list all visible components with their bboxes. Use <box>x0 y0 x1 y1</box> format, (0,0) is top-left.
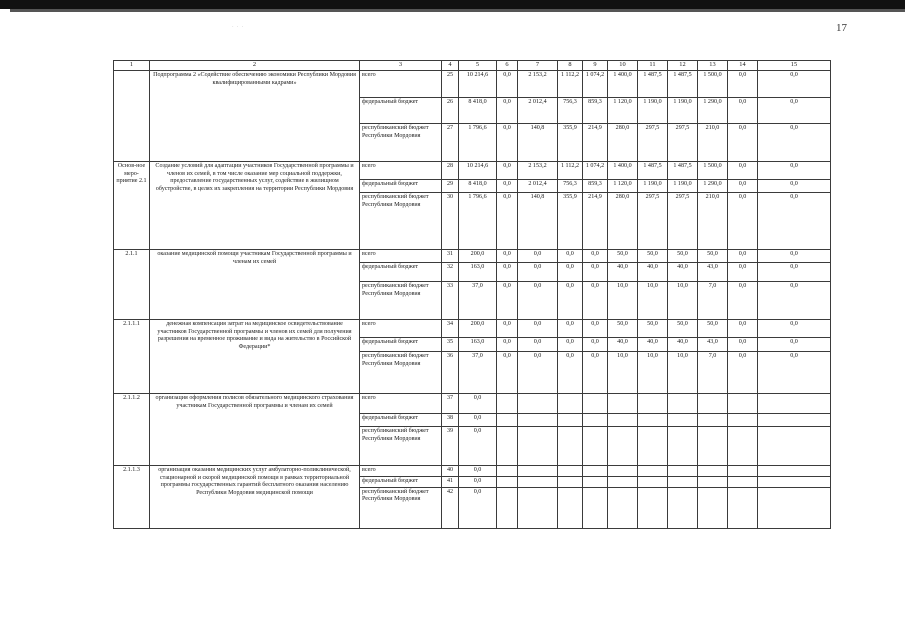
table-row <box>114 320 831 338</box>
value-cell: 859,3 <box>583 98 608 124</box>
value-cell: 0,0 <box>497 124 518 162</box>
funding-source: всего <box>360 71 442 98</box>
value-cell <box>518 487 558 528</box>
header-cell: 15 <box>758 61 831 71</box>
value-cell <box>558 394 583 414</box>
row-number: 35 <box>442 338 459 352</box>
header-cell: 7 <box>518 61 558 71</box>
value-cell: 0,0 <box>583 282 608 320</box>
funding-source: республиканский бюджет Республики Мордовия <box>360 427 442 466</box>
value-cell: 0,0 <box>583 263 608 282</box>
value-cell: 50,0 <box>638 250 668 263</box>
value-cell: 200,0 <box>459 320 497 338</box>
value-cell: 37,0 <box>459 352 497 394</box>
value-cell <box>728 477 758 488</box>
funding-source: всего <box>360 320 442 338</box>
value-cell <box>638 477 668 488</box>
value-cell <box>668 487 698 528</box>
funding-source: всего <box>360 250 442 263</box>
value-cell: 0,0 <box>728 71 758 98</box>
value-cell: 0,0 <box>758 180 831 193</box>
value-cell: 0,0 <box>497 71 518 98</box>
value-cell <box>758 477 831 488</box>
value-cell: 7,0 <box>698 352 728 394</box>
funding-source: республиканский бюджет Республики Мордовия <box>360 282 442 320</box>
table-row <box>114 394 831 414</box>
row-name: Подпрограмма 2 «Содействие обеспечению экономики Республики Мордовия квалифицированными кадрами» <box>150 71 360 162</box>
value-cell: 50,0 <box>608 250 638 263</box>
row-number: 41 <box>442 477 459 488</box>
value-cell: 0,0 <box>497 180 518 193</box>
value-cell <box>728 466 758 477</box>
header-cell: 2 <box>150 61 360 71</box>
value-cell: 10,0 <box>668 352 698 394</box>
value-cell: 0,0 <box>459 414 497 427</box>
value-cell <box>698 394 728 414</box>
value-cell: 355,9 <box>558 193 583 250</box>
value-cell: 0,0 <box>583 352 608 394</box>
value-cell: 0,0 <box>758 71 831 98</box>
value-cell: 1 120,0 <box>608 180 638 193</box>
row-name: оказание медицинской помощи участникам Государственной программы и членам их семей <box>150 250 360 320</box>
value-cell: 0,0 <box>518 250 558 263</box>
header-cell: 13 <box>698 61 728 71</box>
funding-source: федеральный бюджет <box>360 477 442 488</box>
value-cell: 1 120,0 <box>608 98 638 124</box>
header-cell: 10 <box>608 61 638 71</box>
value-cell: 0,0 <box>758 98 831 124</box>
value-cell: 10,0 <box>638 282 668 320</box>
value-cell: 297,5 <box>668 124 698 162</box>
value-cell <box>698 477 728 488</box>
value-cell: 0,0 <box>583 338 608 352</box>
value-cell: 2 012,4 <box>518 98 558 124</box>
value-cell <box>728 394 758 414</box>
value-cell: 0,0 <box>518 338 558 352</box>
value-cell: 0,0 <box>758 282 831 320</box>
value-cell: 1 074,2 <box>583 162 608 180</box>
value-cell: 163,0 <box>459 263 497 282</box>
value-cell: 1 487,5 <box>638 71 668 98</box>
value-cell: 43,0 <box>698 338 728 352</box>
value-cell: 214,9 <box>583 124 608 162</box>
value-cell <box>583 477 608 488</box>
funding-source: республиканский бюджет Республики Мордовия <box>360 124 442 162</box>
value-cell <box>558 427 583 466</box>
value-cell: 40,0 <box>608 263 638 282</box>
value-cell: 40,0 <box>668 338 698 352</box>
funding-source: всего <box>360 162 442 180</box>
value-cell <box>668 466 698 477</box>
value-cell: 859,3 <box>583 180 608 193</box>
value-cell <box>698 427 728 466</box>
value-cell <box>558 414 583 427</box>
value-cell: 280,0 <box>608 193 638 250</box>
budget-table <box>113 60 831 529</box>
value-cell <box>518 414 558 427</box>
value-cell <box>497 477 518 488</box>
table-row <box>114 71 831 98</box>
value-cell: 0,0 <box>518 282 558 320</box>
header-cell: 8 <box>558 61 583 71</box>
value-cell: 0,0 <box>459 466 497 477</box>
header-cell: 5 <box>459 61 497 71</box>
value-cell: 0,0 <box>728 98 758 124</box>
value-cell: 50,0 <box>698 250 728 263</box>
value-cell <box>668 394 698 414</box>
value-cell: 0,0 <box>728 180 758 193</box>
value-cell: 0,0 <box>459 487 497 528</box>
value-cell: 1 290,0 <box>698 180 728 193</box>
page-number: 17 <box>836 22 847 34</box>
row-number: 36 <box>442 352 459 394</box>
value-cell <box>583 414 608 427</box>
value-cell: 0,0 <box>558 250 583 263</box>
value-cell: 1 112,2 <box>558 71 583 98</box>
row-number: 38 <box>442 414 459 427</box>
value-cell: 0,0 <box>558 282 583 320</box>
value-cell: 0,0 <box>497 193 518 250</box>
value-cell: 756,3 <box>558 180 583 193</box>
scan-top-shadow <box>10 9 905 12</box>
value-cell: 0,0 <box>728 250 758 263</box>
row-number: 42 <box>442 487 459 528</box>
value-cell: 200,0 <box>459 250 497 263</box>
value-cell: 0,0 <box>558 263 583 282</box>
value-cell <box>497 466 518 477</box>
value-cell: 1 290,0 <box>698 98 728 124</box>
value-cell: 1 796,6 <box>459 124 497 162</box>
value-cell: 355,9 <box>558 124 583 162</box>
value-cell: 0,0 <box>558 352 583 394</box>
row-number: 27 <box>442 124 459 162</box>
value-cell: 0,0 <box>728 124 758 162</box>
header-cell: 1 <box>114 61 150 71</box>
row-code: 2.1.1.2 <box>114 394 150 466</box>
value-cell: 280,0 <box>608 124 638 162</box>
value-cell: 297,5 <box>638 193 668 250</box>
value-cell <box>758 487 831 528</box>
value-cell: 0,0 <box>728 282 758 320</box>
row-number: 29 <box>442 180 459 193</box>
value-cell: 0,0 <box>758 320 831 338</box>
value-cell <box>698 487 728 528</box>
value-cell <box>638 414 668 427</box>
value-cell: 0,0 <box>558 320 583 338</box>
value-cell <box>608 466 638 477</box>
value-cell: 10,0 <box>638 352 668 394</box>
value-cell <box>583 487 608 528</box>
value-cell: 50,0 <box>608 320 638 338</box>
row-number: 37 <box>442 394 459 414</box>
value-cell: 1 400,0 <box>608 71 638 98</box>
row-code <box>114 71 150 162</box>
value-cell: 0,0 <box>728 263 758 282</box>
value-cell: 1 500,0 <box>698 71 728 98</box>
row-name: организация оформления полисов обязательного медицинского страхования участникам Государственной программы и членам их семей <box>150 394 360 466</box>
value-cell: 0,0 <box>758 250 831 263</box>
value-cell: 0,0 <box>497 352 518 394</box>
funding-source: федеральный бюджет <box>360 263 442 282</box>
value-cell: 0,0 <box>518 352 558 394</box>
value-cell: 0,0 <box>728 338 758 352</box>
value-cell: 50,0 <box>668 320 698 338</box>
value-cell <box>583 427 608 466</box>
funding-source: федеральный бюджет <box>360 414 442 427</box>
value-cell: 214,9 <box>583 193 608 250</box>
header-row <box>114 61 831 71</box>
value-cell: 0,0 <box>497 338 518 352</box>
value-cell <box>497 427 518 466</box>
value-cell: 0,0 <box>518 320 558 338</box>
value-cell: 140,8 <box>518 124 558 162</box>
value-cell <box>608 477 638 488</box>
value-cell: 1 190,0 <box>638 98 668 124</box>
funding-source: республиканский бюджет Республики Мордовия <box>360 352 442 394</box>
value-cell: 140,8 <box>518 193 558 250</box>
value-cell <box>497 487 518 528</box>
value-cell: 2 153,2 <box>518 162 558 180</box>
funding-source: всего <box>360 466 442 477</box>
row-name: Создание условий для адаптации участников Государственной программы и членов их семей, в том числе оказание мер социальной поддержки, предоставление государственных услуг, содействие в жилищном обустройстве, в целях их закрепления на территории Республики Мордовия <box>150 162 360 250</box>
value-cell: 0,0 <box>758 263 831 282</box>
value-cell: 163,0 <box>459 338 497 352</box>
header-cell: 11 <box>638 61 668 71</box>
row-number: 30 <box>442 193 459 250</box>
value-cell: 1 487,5 <box>668 162 698 180</box>
funding-source: федеральный бюджет <box>360 98 442 124</box>
value-cell <box>638 394 668 414</box>
value-cell: 2 153,2 <box>518 71 558 98</box>
header-cell: 4 <box>442 61 459 71</box>
funding-source: республиканский бюджет Республики Мордовия <box>360 487 442 528</box>
value-cell: 210,0 <box>698 124 728 162</box>
value-cell <box>638 427 668 466</box>
funding-source: республиканский бюджет Республики Мордовия <box>360 193 442 250</box>
value-cell: 0,0 <box>728 320 758 338</box>
value-cell: 43,0 <box>698 263 728 282</box>
row-number: 39 <box>442 427 459 466</box>
value-cell: 1 190,0 <box>668 98 698 124</box>
row-number: 33 <box>442 282 459 320</box>
value-cell <box>518 394 558 414</box>
value-cell <box>698 466 728 477</box>
scan-noise: · · · <box>232 25 245 30</box>
value-cell <box>608 414 638 427</box>
value-cell <box>497 414 518 427</box>
value-cell: 0,0 <box>459 394 497 414</box>
value-cell: 1 796,6 <box>459 193 497 250</box>
value-cell <box>583 466 608 477</box>
value-cell: 1 112,2 <box>558 162 583 180</box>
value-cell: 50,0 <box>668 250 698 263</box>
value-cell: 40,0 <box>668 263 698 282</box>
value-cell: 297,5 <box>668 193 698 250</box>
value-cell <box>638 466 668 477</box>
value-cell <box>668 414 698 427</box>
value-cell: 40,0 <box>638 263 668 282</box>
header-cell: 9 <box>583 61 608 71</box>
value-cell: 1 500,0 <box>698 162 728 180</box>
row-number: 25 <box>442 71 459 98</box>
row-name: денежная компенсация затрат на медицинское освидетельствование участников Государственной программы и членов их семей для получения разрешения на временное проживание и вида на жительство в Российской Федерации* <box>150 320 360 394</box>
value-cell <box>758 414 831 427</box>
value-cell: 10 214,6 <box>459 71 497 98</box>
value-cell: 297,5 <box>638 124 668 162</box>
value-cell: 0,0 <box>518 263 558 282</box>
value-cell: 8 418,0 <box>459 98 497 124</box>
value-cell <box>497 394 518 414</box>
value-cell: 0,0 <box>583 320 608 338</box>
value-cell: 0,0 <box>728 352 758 394</box>
row-number: 40 <box>442 466 459 477</box>
value-cell: 10,0 <box>608 282 638 320</box>
value-cell <box>558 477 583 488</box>
funding-source: федеральный бюджет <box>360 180 442 193</box>
value-cell: 0,0 <box>758 124 831 162</box>
table-row <box>114 466 831 477</box>
value-cell: 1 487,5 <box>668 71 698 98</box>
row-code: 2.1.1.3 <box>114 466 150 529</box>
value-cell: 0,0 <box>497 263 518 282</box>
header-cell: 6 <box>497 61 518 71</box>
value-cell: 0,0 <box>459 427 497 466</box>
value-cell: 0,0 <box>758 352 831 394</box>
value-cell <box>758 427 831 466</box>
value-cell: 210,0 <box>698 193 728 250</box>
value-cell: 10 214,6 <box>459 162 497 180</box>
value-cell <box>728 414 758 427</box>
value-cell <box>518 466 558 477</box>
row-code: 2.1.1.1 <box>114 320 150 394</box>
value-cell: 10,0 <box>608 352 638 394</box>
value-cell: 40,0 <box>638 338 668 352</box>
value-cell: 40,0 <box>608 338 638 352</box>
value-cell: 0,0 <box>497 282 518 320</box>
value-cell <box>608 394 638 414</box>
value-cell <box>728 427 758 466</box>
header-cell: 14 <box>728 61 758 71</box>
value-cell <box>583 394 608 414</box>
scan-top-edge <box>0 0 905 9</box>
row-number: 26 <box>442 98 459 124</box>
value-cell <box>518 427 558 466</box>
funding-source: федеральный бюджет <box>360 338 442 352</box>
row-code: Основ-ное меро-приятие 2.1 <box>114 162 150 250</box>
value-cell <box>558 466 583 477</box>
value-cell <box>698 414 728 427</box>
value-cell: 1 190,0 <box>638 180 668 193</box>
row-number: 31 <box>442 250 459 263</box>
value-cell <box>608 427 638 466</box>
value-cell <box>758 466 831 477</box>
value-cell: 0,0 <box>497 98 518 124</box>
value-cell: 756,3 <box>558 98 583 124</box>
value-cell: 50,0 <box>698 320 728 338</box>
header-cell: 12 <box>668 61 698 71</box>
value-cell: 1 400,0 <box>608 162 638 180</box>
value-cell: 10,0 <box>668 282 698 320</box>
value-cell: 50,0 <box>638 320 668 338</box>
value-cell: 7,0 <box>698 282 728 320</box>
value-cell: 0,0 <box>497 162 518 180</box>
value-cell: 37,0 <box>459 282 497 320</box>
value-cell: 8 418,0 <box>459 180 497 193</box>
value-cell <box>638 487 668 528</box>
value-cell <box>608 487 638 528</box>
value-cell: 0,0 <box>497 320 518 338</box>
row-number: 34 <box>442 320 459 338</box>
value-cell: 0,0 <box>459 477 497 488</box>
value-cell <box>518 477 558 488</box>
value-cell <box>728 487 758 528</box>
value-cell: 2 012,4 <box>518 180 558 193</box>
value-cell <box>558 487 583 528</box>
value-cell: 0,0 <box>497 250 518 263</box>
value-cell <box>668 477 698 488</box>
table-row <box>114 162 831 180</box>
row-number: 32 <box>442 263 459 282</box>
value-cell: 0,0 <box>583 250 608 263</box>
value-cell: 0,0 <box>758 338 831 352</box>
value-cell: 0,0 <box>758 162 831 180</box>
table-row <box>114 250 831 263</box>
value-cell: 0,0 <box>758 193 831 250</box>
header-cell: 3 <box>360 61 442 71</box>
row-name: организация оказания медицинских услуг амбулаторно-поликлинической, стационарной и скорой медицинской помощи в рамках территориальной программы государственных гарантий бесплатного оказания населению Республики Мордовия медицинской помощи <box>150 466 360 529</box>
row-number: 28 <box>442 162 459 180</box>
value-cell: 0,0 <box>558 338 583 352</box>
funding-source: всего <box>360 394 442 414</box>
value-cell: 0,0 <box>728 162 758 180</box>
value-cell <box>758 394 831 414</box>
value-cell: 1 190,0 <box>668 180 698 193</box>
value-cell: 1 487,5 <box>638 162 668 180</box>
value-cell: 1 074,2 <box>583 71 608 98</box>
value-cell: 0,0 <box>728 193 758 250</box>
row-code: 2.1.1 <box>114 250 150 320</box>
value-cell <box>668 427 698 466</box>
